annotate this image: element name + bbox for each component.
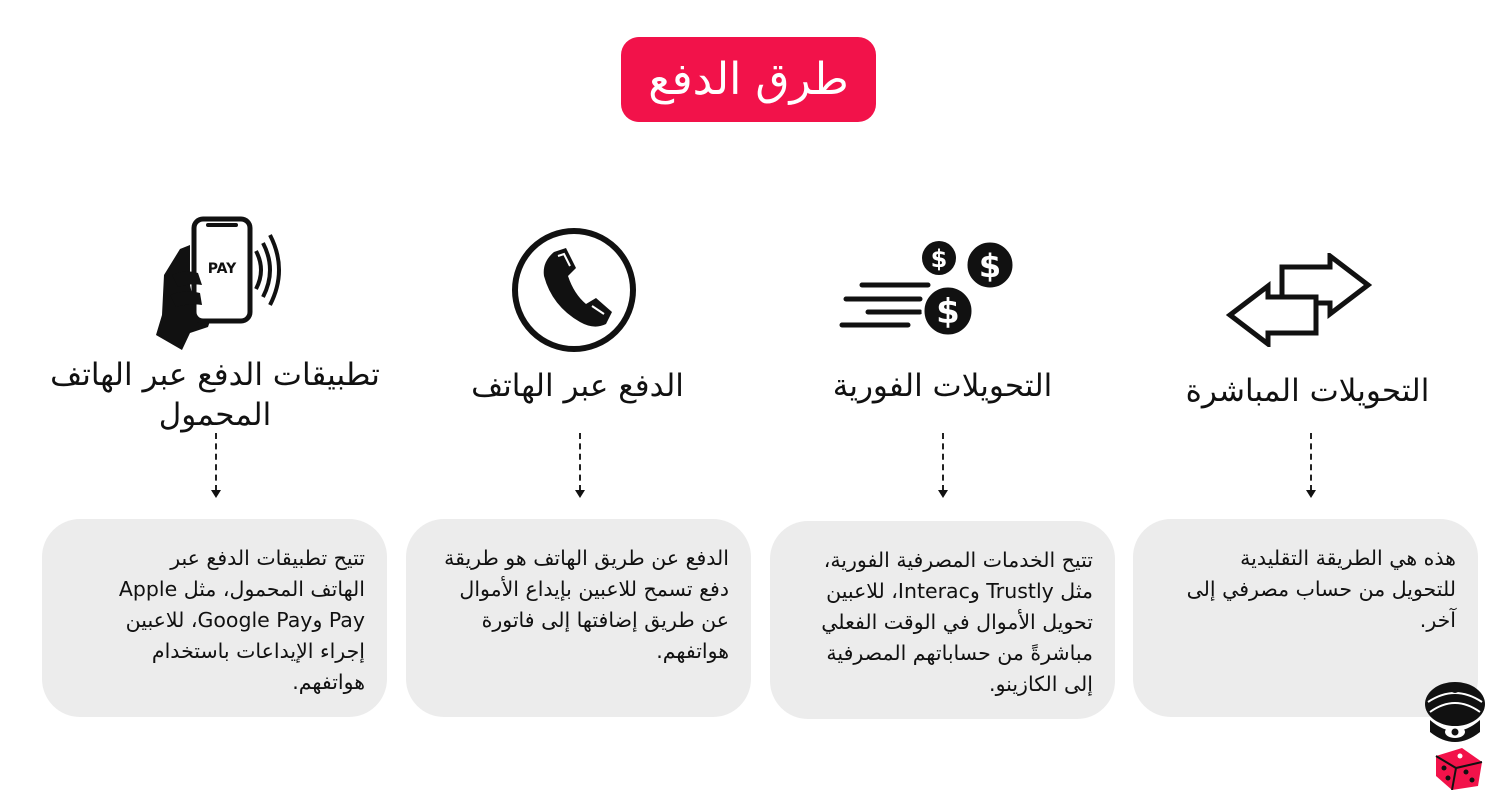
svg-text:$: $ [930, 245, 948, 273]
card-line: تتيح الخدمات المصرفية الفورية، [823, 548, 1093, 572]
arrow-down-icon [1306, 490, 1316, 498]
card-line: للتحويل من حساب مصرفي إلى [1186, 577, 1456, 601]
dashed-connector [215, 433, 217, 491]
dashed-connector [1310, 433, 1312, 491]
mascot-logo-icon [1422, 680, 1488, 794]
column-title: تطبيقات الدفع عبر الهاتف المحمول [50, 357, 380, 433]
card-line: تتيح تطبيقات الدفع عبر [170, 546, 365, 570]
card-line: تحويل الأموال في الوقت الفعلي [821, 610, 1093, 634]
pay-label: PAY [207, 261, 237, 277]
card-line: عن طريق إضافتها إلى فاتورة [481, 608, 729, 632]
card-line: إلى الكازينو. [989, 672, 1093, 696]
card-line: هذه هي الطريقة التقليدية [1240, 546, 1456, 570]
description-card [770, 521, 1115, 719]
card-line: دفع تسمح للاعبين بإيداع الأموال [459, 577, 729, 601]
swap-arrows-icon [1226, 253, 1372, 351]
arrow-down-icon [575, 490, 585, 498]
card-line: آخر. [1419, 608, 1456, 632]
page-title: طرق الدفع [621, 37, 876, 122]
column-title: الدفع عبر الهاتف [471, 368, 684, 404]
card-line: مباشرةً من حساباتهم المصرفية [826, 641, 1093, 665]
arrow-down-icon [211, 490, 221, 498]
dashed-connector [942, 433, 944, 491]
card-line: Pay وGoogle Pay، للاعبين [125, 608, 365, 632]
card-line: هواتفهم. [292, 670, 365, 694]
card-line: الدفع عن طريق الهاتف هو طريقة [444, 546, 729, 570]
description-card [406, 519, 751, 717]
dollar-coins-speed-icon [838, 237, 1018, 341]
column-title: التحويلات المباشرة [1185, 373, 1430, 409]
svg-text:$: $ [936, 292, 960, 332]
column-title: التحويلات الفورية [832, 368, 1053, 404]
description-card [42, 519, 387, 717]
arrow-down-icon [938, 490, 948, 498]
card-line: إجراء الإيداعات باستخدام [151, 639, 365, 663]
card-line: مثل Trustly وInterac، للاعبين [826, 579, 1093, 603]
card-line: هواتفهم. [656, 639, 729, 663]
hand-phone-pay-icon [150, 215, 285, 354]
phone-circle-icon [510, 226, 638, 358]
svg-text:$: $ [978, 247, 1002, 285]
dashed-connector [579, 433, 581, 491]
card-line: الهاتف المحمول، مثل Apple [118, 577, 365, 601]
